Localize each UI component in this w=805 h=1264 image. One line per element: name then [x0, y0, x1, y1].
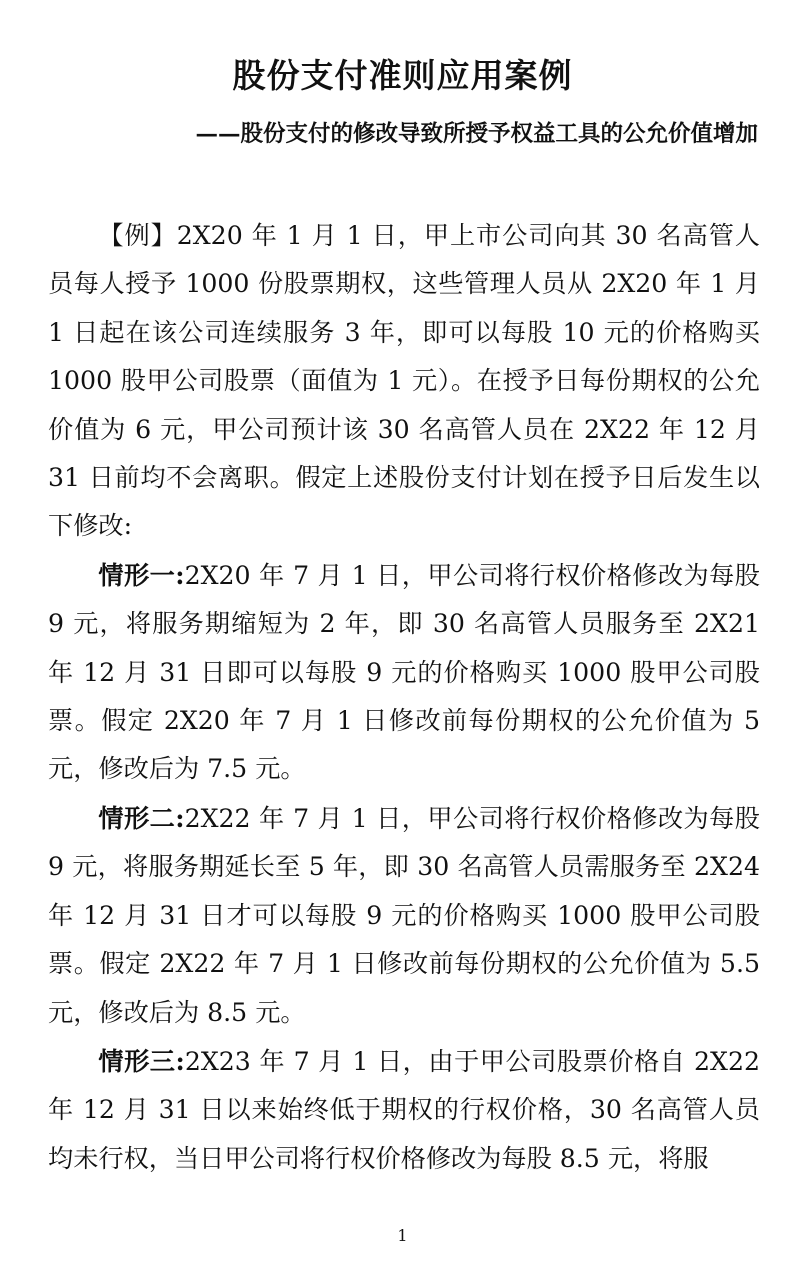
document-title: 股份支付准则应用案例	[232, 56, 573, 95]
case-two-paragraph	[48, 794, 760, 1037]
case-three-label: 情形三:	[98, 1045, 185, 1076]
document-body	[48, 212, 760, 1183]
case-one-text: 2X20 年 7 月 1 日，甲公司将行权价格修改为每股 9 元，将服务期缩短为 2 年，即 30 名高管人员服务至 2X21 年 12 月 31 日即可以每股 9 元的价格购买 1000 股甲公司股票。假定 2X20 年 7 月 1 日修改前每份期权的公允价值为 5 元，修改后为 7.5 元。	[48, 560, 760, 784]
case-two-label: 情形二:	[98, 802, 185, 833]
case-three-text: 2X23 年 7 月 1 日，由于甲公司股票价格自 2X22 年 12 月 31 日以来始终低于期权的行权价格，30 名高管人员均未行权，当日甲公司将行权价格修改为每股 8.5 元，将服	[48, 1046, 760, 1173]
page-number: 1	[397, 1226, 408, 1245]
case-three-paragraph	[48, 1037, 760, 1183]
document-subtitle: ——股份支付的修改导致所授予权益工具的公允价值增加	[195, 121, 758, 147]
case-one-label: 情形一:	[98, 559, 185, 590]
example-paragraph: 【例】2X20 年 1 月 1 日，甲上市公司向其 30 名高管人员每人授予 1000 份股票期权，这些管理人员从 2X20 年 1 月 1 日起在该公司连续服务 3 年，即可以每股 10 元的价格购买 1000 股甲公司股票（面值为 1 元）。在授予日每份期权的公允价值为 6 元，甲公司预计该 30 名高管人员在 2X22 年 12 月 31 日前均不会离职。假定上述股份支付计划在授予日后发生以下修改:	[48, 221, 760, 541]
case-one-paragraph	[48, 551, 760, 794]
case-two-text: 2X22 年 7 月 1 日，甲公司将行权价格修改为每股 9 元，将服务期延长至 5 年，即 30 名高管人员需服务至 2X24 年 12 月 31 日才可以每股 9 元的价格购买 1000 股甲公司股票。假定 2X22 年 7 月 1 日修改前每份期权的公允价值为 5.5 元，修改后为 8.5 元。	[48, 803, 760, 1027]
